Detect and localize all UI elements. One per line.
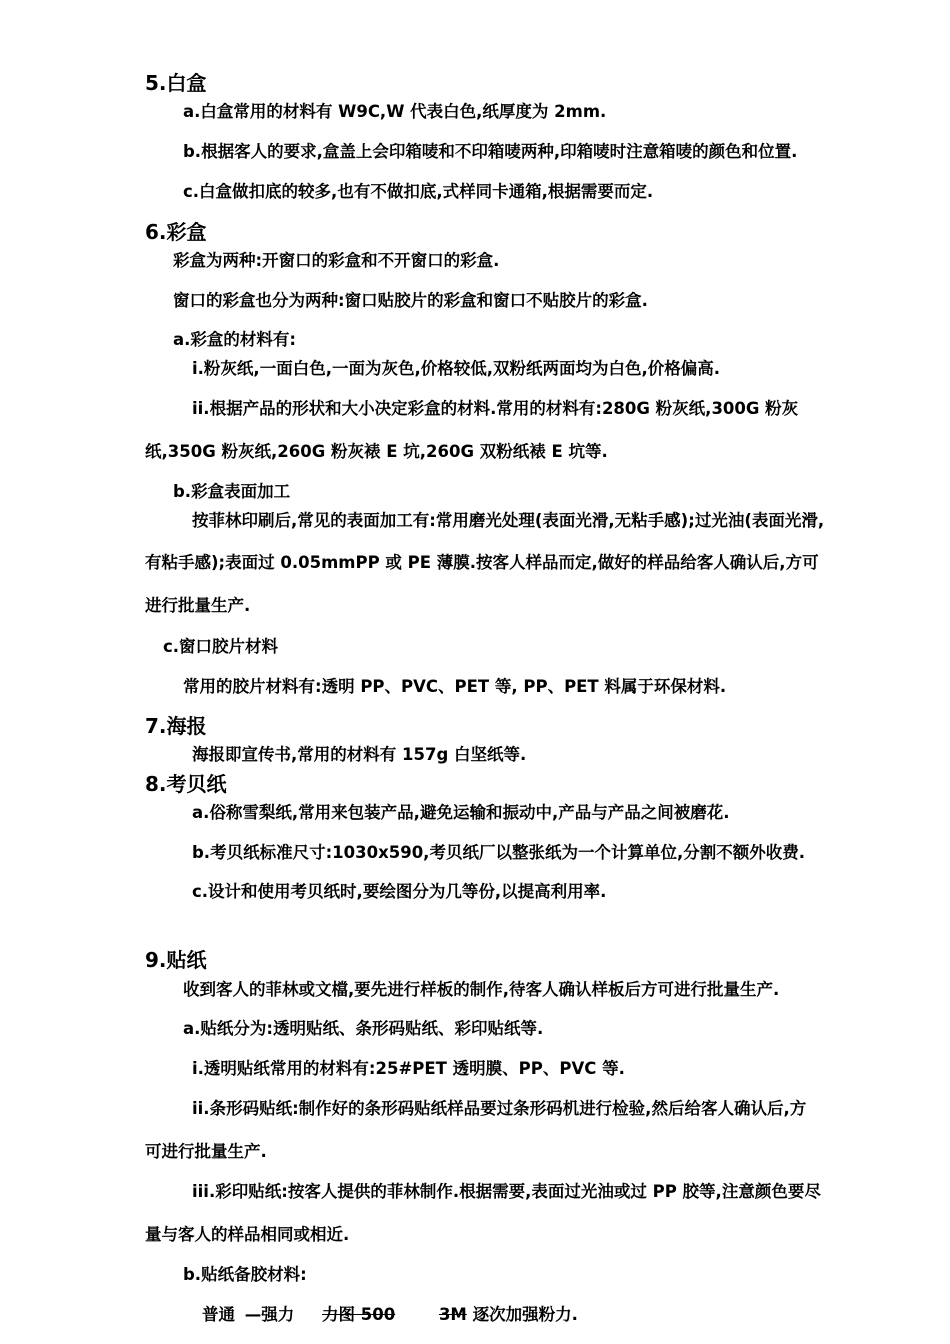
section-9-a-iii-line-1: iii.彩印贴纸:按客人提供的菲林制作.根据需要,表面过光油或过 PP 胶等,注意颜色要尽 bbox=[192, 1182, 821, 1201]
section-5-item-a: a.白盒常用的材料有 W9C,W 代表白色,纸厚度为 2mm. bbox=[183, 102, 607, 121]
section-9-a-iii-line-2: 量与客人的样品相同或相近. bbox=[145, 1225, 350, 1244]
material-note: 逐次加强粉力. bbox=[472, 1305, 578, 1324]
section-9-a-ii-line-1: ii.条形码贴纸:制作好的条形码贴纸样品要过条形码机进行检验,然后给客人确认后,方 bbox=[192, 1099, 807, 1118]
section-6-c-text: 常用的胶片材料有:透明 PP、PVC、PET 等, PP、PET 料属于环保材料. bbox=[183, 677, 727, 696]
section-7-title: 7.海报 bbox=[145, 714, 207, 738]
section-6-intro-2: 窗口的彩盒也分为两种:窗口贴胶片的彩盒和窗口不贴胶片的彩盒. bbox=[173, 291, 648, 310]
section-7-text: 海报即宣传书,常用的材料有 157g 白坚纸等. bbox=[192, 745, 527, 764]
section-9-a-ii-line-2: 可进行批量生产. bbox=[145, 1142, 267, 1161]
section-6-b-line-2: 有粘手感);表面过 0.05mmPP 或 PE 薄膜.按客人样品而定,做好的样品给客人确认后,方可 bbox=[145, 553, 819, 572]
section-6-b-line-3: 进行批量生产. bbox=[145, 596, 251, 615]
section-6-a-ii-line-2: 纸,350G 粉灰纸,260G 粉灰裱 E 坑,260G 双粉纸裱 E 坑等. bbox=[145, 442, 608, 461]
material-3m: 3M bbox=[438, 1305, 467, 1324]
material-power-500: 力图 500 bbox=[322, 1305, 396, 1324]
section-9-a-title: a.贴纸分为:透明贴纸、条形码贴纸、彩印贴纸等. bbox=[183, 1019, 544, 1038]
section-6-a-ii-line-1: ii.根据产品的形状和大小决定彩盒的材料.常用的材料有:280G 粉灰纸,300G 粉灰 bbox=[192, 399, 799, 418]
section-8-item-c: c.设计和使用考贝纸时,要绘图分为几等份,以提高利用率. bbox=[192, 882, 607, 901]
section-9-title: 9.贴纸 bbox=[145, 948, 207, 972]
section-5-item-b: b.根据客人的要求,盒盖上会印箱唛和不印箱唛两种,印箱唛时注意箱唛的颜色和位置. bbox=[183, 142, 798, 161]
section-6-b-title: b.彩盒表面加工 bbox=[173, 482, 291, 501]
section-6-a-title: a.彩盒的材料有: bbox=[173, 330, 297, 349]
section-6-c-title: c.窗口胶片材料 bbox=[163, 637, 279, 656]
section-6-intro-1: 彩盒为两种:开窗口的彩盒和不开窗口的彩盒. bbox=[173, 251, 500, 270]
section-6-title: 6.彩盒 bbox=[145, 220, 207, 244]
section-6-b-line-1: 按菲林印刷后,常见的表面加工有:常用磨光处理(表面光滑,无粘手感);过光油(表面光滑, bbox=[192, 511, 825, 530]
section-6-a-i: i.粉灰纸,一面白色,一面为灰色,价格较低,双粉纸两面均为白色,价格偏高. bbox=[192, 359, 721, 378]
material-normal: 普通 bbox=[202, 1305, 235, 1324]
section-9-b-title: b.贴纸备胶材料: bbox=[183, 1265, 307, 1284]
section-8-title: 8.考贝纸 bbox=[145, 772, 227, 796]
section-5-title: 5.白盒 bbox=[145, 71, 207, 95]
section-9-b-materials bbox=[202, 1304, 578, 1326]
section-8-item-a: a.俗称雪梨纸,常用来包装产品,避免运输和振动中,产品与产品之间被磨花. bbox=[192, 803, 730, 822]
section-8-item-b: b.考贝纸标准尺寸:1030x590,考贝纸厂以整张纸为一个计算单位,分割不额外收费. bbox=[192, 843, 805, 862]
material-strong: —强力 bbox=[244, 1305, 295, 1324]
section-9-intro: 收到客人的菲林或文檔,要先进行样板的制作,待客人确认样板后方可进行批量生产. bbox=[183, 980, 780, 999]
section-5-item-c: c.白盒做扣底的较多,也有不做扣底,式样同卡通箱,根据需要而定. bbox=[183, 182, 654, 201]
section-9-a-i: i.透明贴纸常用的材料有:25#PET 透明膜、PP、PVC 等. bbox=[192, 1059, 625, 1078]
